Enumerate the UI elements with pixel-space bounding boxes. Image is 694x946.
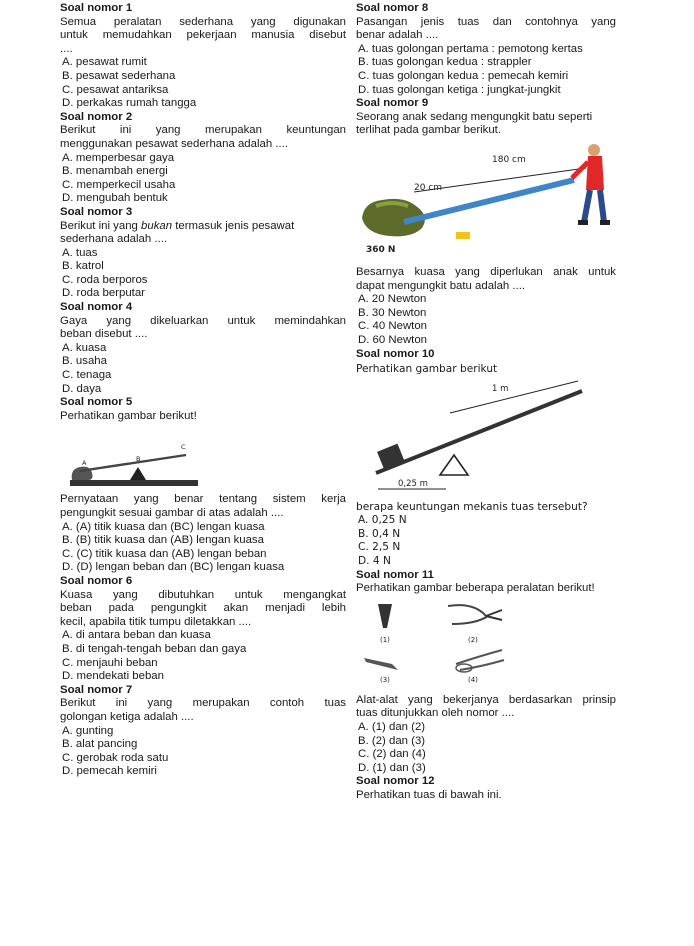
option-b: B. 0,4 N	[358, 527, 401, 540]
dimension-line-1m	[450, 381, 578, 413]
question-stem: Pernyataan yang benar tentang sistem kerja	[60, 493, 346, 506]
option-a: A. tuas golongan pertama : pemotong kertas	[358, 42, 583, 55]
option-c: C. (2) dan (4)	[358, 748, 426, 761]
child-head	[588, 144, 600, 156]
question-stem: berapa keuntungan mekanis tuas tersebut?	[356, 500, 588, 513]
option-c: C. 2,5 N	[358, 541, 401, 554]
option-c: C. gerobak roda satu	[62, 751, 169, 764]
left-column	[60, 2, 346, 779]
option-d: D. mendekati beban	[62, 670, 164, 683]
question-heading: Soal nomor 4	[60, 301, 133, 314]
stem-text: Berikut ini yang	[60, 219, 142, 232]
child-shoe-left	[578, 220, 588, 225]
fulcrum-triangle	[440, 455, 468, 475]
question-stem	[60, 220, 346, 234]
length-label-025m: 0,25 m	[398, 478, 428, 489]
question-heading: Soal nomor 12	[356, 775, 435, 788]
tools-figure	[356, 598, 616, 692]
option-a: A. (1) dan (2)	[358, 721, 426, 734]
option-d: D. pemecah kemiri	[62, 765, 157, 778]
option-d: D. mengubah bentuk	[62, 192, 168, 205]
question-stem: tuas ditunjukkan oleh nomor ....	[356, 707, 515, 720]
option-d: D. roda berputar	[62, 287, 145, 300]
question-heading: Soal nomor 7	[60, 683, 133, 696]
option-a: A. (A) titik kuasa dan (BC) lengan kuasa	[62, 520, 265, 533]
option-b: B. menambah energi	[62, 165, 168, 178]
option-a: A. pesawat rumit	[62, 56, 147, 69]
weight-label: 360 N	[366, 244, 396, 255]
question-stem: kecil, apabila titik tumpu diletakkan ....	[60, 615, 252, 628]
option-d: D. tuas golongan ketiga : jungkat-jungkit	[358, 83, 561, 96]
question-stem: Perhatikan gambar beberapa peralatan berikut!	[356, 582, 595, 595]
right-column	[356, 2, 616, 803]
question-heading: Soal nomor 2	[60, 110, 133, 123]
tool-label-2: (2)	[468, 635, 478, 644]
seesaw-beam	[376, 391, 582, 473]
option-b: B. usaha	[62, 355, 107, 368]
question-heading: Soal nomor 8	[356, 2, 429, 14]
question-stem: Kuasa yang dibutuhkan untuk mengangkat	[60, 588, 346, 601]
chisel-tool	[378, 604, 392, 628]
question-stem: Alat-alat yang bekerjanya berdasarkan prinsip	[356, 693, 616, 706]
question-stem: terlihat pada gambar berikut.	[356, 124, 501, 137]
question-heading: Soal nomor 3	[60, 205, 133, 218]
question-stem: Berikut ini yang merupakan contoh tuas	[60, 697, 346, 710]
lever-figure	[60, 425, 346, 491]
length-label-1m: 1 m	[492, 383, 509, 394]
option-b: B. (2) dan (3)	[358, 734, 426, 747]
seesaw-figure	[356, 379, 616, 499]
option-d: D. perkakas rumah tangga	[62, 97, 197, 110]
crowbar-figure	[356, 140, 616, 264]
option-c: C. roda berporos	[62, 273, 148, 286]
option-a: A. 0,25 N	[358, 514, 407, 527]
stem-emphasis: bukan	[141, 219, 173, 232]
option-c: C. menjauhi beban	[62, 656, 158, 669]
question-6	[60, 575, 346, 684]
option-b: B. pesawat sederhana	[62, 69, 176, 82]
point-b-label: B	[136, 455, 141, 464]
option-d: D. 4 N	[358, 555, 391, 568]
pliers-handles	[448, 605, 488, 624]
question-stem: benar adalah ....	[356, 29, 439, 42]
child-shirt	[586, 156, 604, 190]
stem-text: termasuk jenis pesawat	[172, 219, 295, 232]
option-a: A. gunting	[62, 724, 114, 737]
question-stem: golongan ketiga adalah ....	[60, 710, 194, 723]
question-stem: Perhatikan tuas di bawah ini.	[356, 789, 502, 801]
question-10	[356, 348, 616, 569]
point-c-label: C	[181, 443, 186, 452]
option-b: B. tuas golongan kedua : strappler	[358, 56, 532, 69]
question-stem: Perhatikan gambar berikut	[356, 363, 498, 376]
question-2	[60, 111, 346, 206]
question-stem: beban pada pengungkit akan menjadi lebih	[60, 602, 346, 615]
question-stem: beban disebut ....	[60, 328, 148, 341]
option-d: D. 60 Newton	[358, 333, 428, 346]
option-b: B. katrol	[62, 260, 104, 273]
question-stem: menggunakan pesawat sederhana adalah ....	[60, 137, 288, 150]
lever-beam	[80, 455, 186, 471]
question-stem: Seorang anak sedang mengungkit batu seperti	[356, 110, 593, 123]
option-c: C. (C) titik kuasa dan (AB) lengan beban	[62, 547, 267, 560]
question-stem: dapat mengungkit batu adalah ....	[356, 279, 526, 292]
option-a: A. memperbesar gaya	[62, 151, 175, 164]
option-b: B. 30 Newton	[358, 306, 427, 319]
question-stem: sederhana adalah ....	[60, 233, 168, 246]
crowbar-diagram	[356, 140, 616, 264]
point-a-label: A	[82, 459, 87, 468]
fulcrum-block	[456, 232, 470, 239]
question-9	[356, 97, 616, 347]
question-8	[356, 2, 616, 97]
question-stem: untuk memudahkan pekerjaan manusia disebut	[60, 29, 346, 42]
fulcrum-triangle	[130, 467, 146, 480]
load-box	[377, 443, 405, 470]
option-b: B. (B) titik kuasa dan (AB) lengan kuasa	[62, 534, 264, 547]
question-stem: Besarnya kuasa yang diperlukan anak untuk	[356, 265, 616, 278]
tool-label-4: (4)	[468, 675, 478, 684]
question-stem: ....	[60, 42, 73, 55]
option-c: C. 40 Newton	[358, 320, 428, 333]
question-stem: Perhatikan gambar berikut!	[60, 409, 197, 422]
scissors-blades	[456, 650, 504, 670]
question-7	[60, 684, 346, 779]
question-12	[356, 775, 616, 802]
question-stem: Pasangan jenis tuas dan contohnya yang	[356, 15, 616, 28]
question-stem: Semua peralatan sederhana yang digunakan	[60, 15, 346, 28]
option-c: C. memperkecil usaha	[62, 178, 176, 191]
option-c: C. tuas golongan kedua : pemecah kemiri	[358, 69, 569, 82]
option-d: D. daya	[62, 382, 102, 395]
option-b: B. alat pancing	[62, 738, 138, 751]
option-a: A. 20 Newton	[358, 293, 427, 306]
question-heading: Soal nomor 5	[60, 396, 133, 409]
tool-label-1: (1)	[380, 635, 390, 644]
question-heading: Soal nomor 10	[356, 347, 435, 360]
tools-diagram	[356, 598, 616, 692]
question-3	[60, 206, 346, 301]
option-a: A. di antara beban dan kuasa	[62, 629, 211, 642]
distance-label-20: 20 cm	[414, 182, 443, 193]
question-stem: pengungkit sesuai gambar di atas adalah ....	[60, 507, 284, 519]
lever-diagram	[60, 425, 210, 491]
question-1	[60, 2, 346, 111]
option-a: A. kuasa	[62, 341, 107, 354]
question-heading: Soal nomor 9	[356, 97, 429, 110]
child-shoe-right	[600, 220, 610, 225]
option-d: D. (D) lengan beban dan (BC) lengan kuasa	[62, 561, 285, 574]
ground-bar	[70, 480, 198, 486]
question-heading: Soal nomor 1	[60, 2, 133, 14]
question-heading: Soal nomor 6	[60, 574, 133, 587]
option-c: C. pesawat antariksa	[62, 83, 169, 96]
option-a: A. tuas	[62, 246, 98, 259]
question-4	[60, 301, 346, 396]
child-legs	[584, 190, 604, 222]
question-5	[60, 396, 346, 575]
question-stem: Gaya yang dikeluarkan untuk memindahkan	[60, 314, 346, 327]
distance-label-180: 180 cm	[492, 154, 526, 165]
question-11	[356, 569, 616, 776]
question-stem: Berikut ini yang merupakan keuntungan	[60, 124, 346, 137]
option-d: D. (1) dan (3)	[358, 761, 426, 774]
option-b: B. di tengah-tengah beban dan gaya	[62, 642, 247, 655]
knife-tool	[364, 658, 398, 670]
pliers-jaws	[486, 610, 502, 620]
seesaw-diagram	[356, 379, 616, 499]
option-c: C. tenaga	[62, 369, 112, 382]
tool-label-3: (3)	[380, 675, 390, 684]
question-heading: Soal nomor 11	[356, 568, 434, 581]
